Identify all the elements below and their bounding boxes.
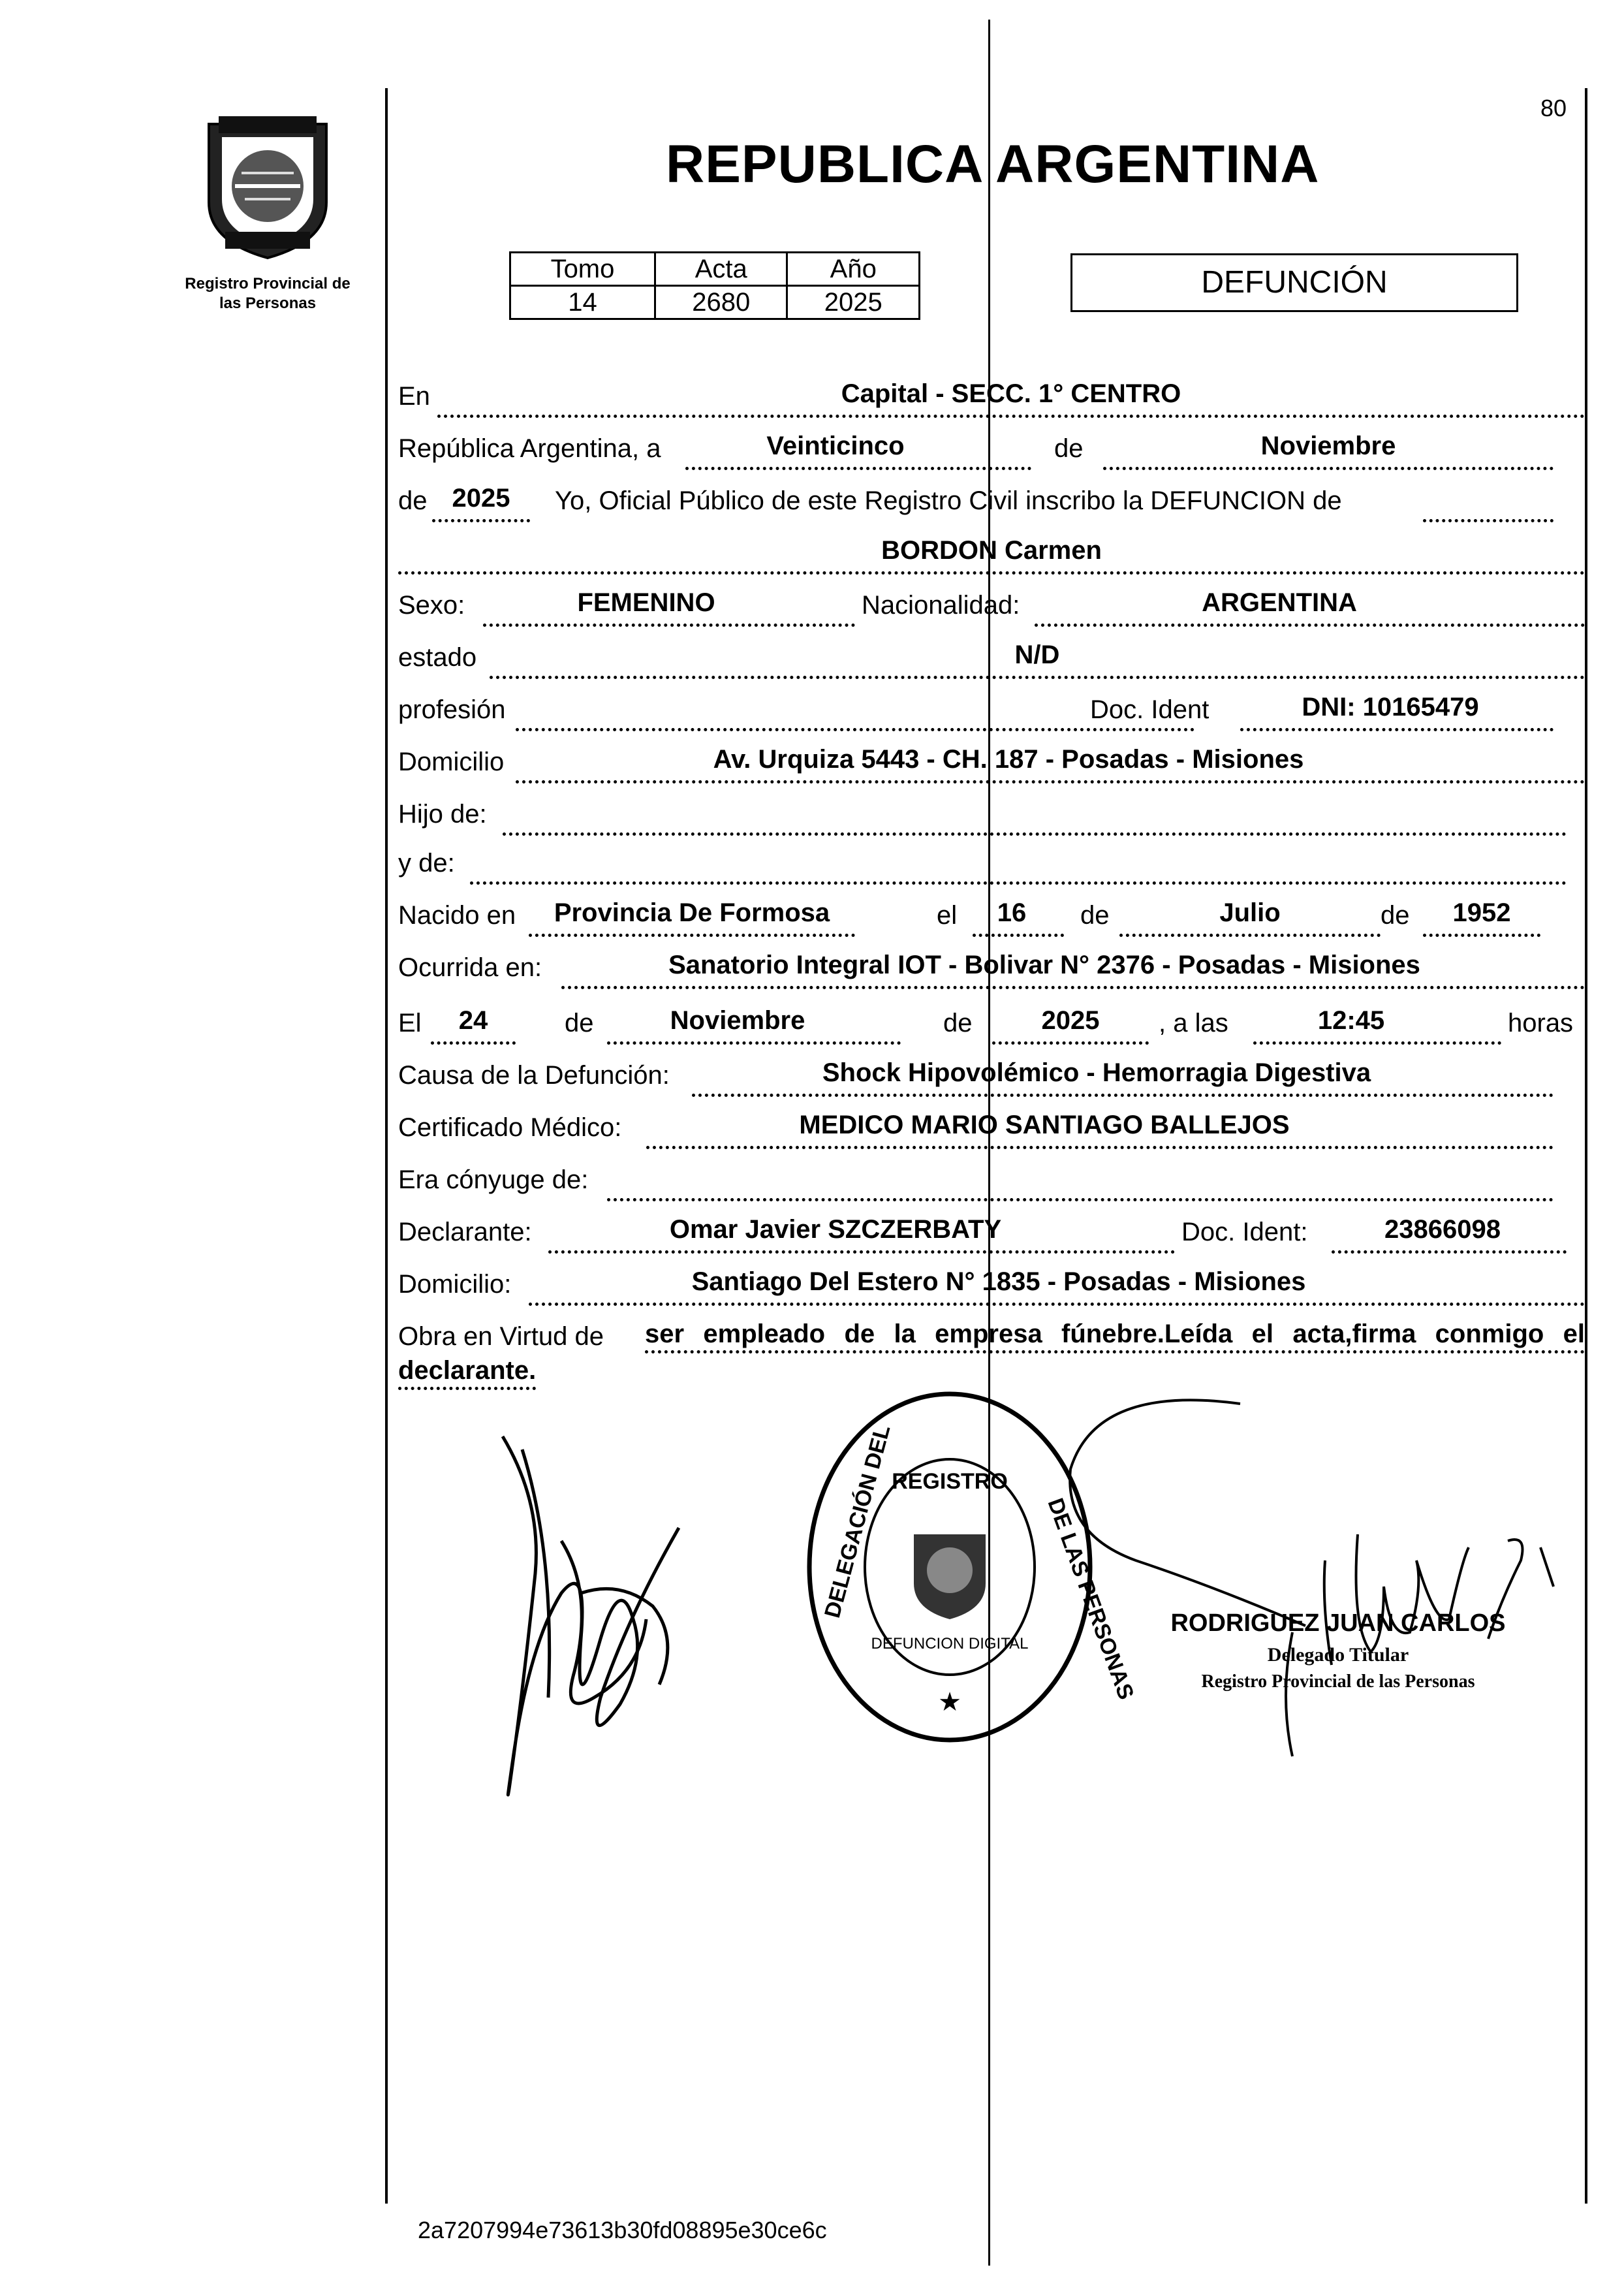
row-yo-oficial: de 2025 Yo, Oficial Público de este Registro Civil inscribo la DEFUNCION de — [398, 486, 1586, 523]
registry-header-anio: Año — [787, 253, 920, 286]
registry-table — [509, 251, 920, 320]
def-anio: 2025 — [1041, 1006, 1100, 1035]
declarante-doc: 23866098 — [1384, 1215, 1501, 1244]
registry-value-anio: 2025 — [787, 286, 920, 319]
doc-type-box — [1070, 253, 1518, 312]
row-causa: Causa de la Defunción: Shock Hipovolémico - Hemorragia Digestiva — [398, 1061, 1586, 1098]
logo-caption: Registro Provincial de las Personas — [185, 275, 351, 312]
def-mes: Noviembre — [670, 1006, 805, 1035]
svg-text:DELEGACIÓN DEL: DELEGACIÓN DEL — [820, 1422, 896, 1621]
registry-header-tomo: Tomo — [510, 253, 655, 286]
document-hash: 2a7207994e73613b30fd08895e30ce6c — [418, 2217, 827, 2243]
hora-value: 12:45 — [1317, 1006, 1385, 1035]
nac-anio: 1952 — [1452, 898, 1511, 927]
row-sexo: Sexo: FEMENINO Nacionalidad: ARGENTINA — [398, 591, 1586, 627]
obra-text-line2: declarante. — [398, 1356, 536, 1390]
obra-text-line1: ser empleado de la empresa fúnebre.Leída el acta,firma conmigo el — [645, 1320, 1585, 1353]
row-declarante: Declarante: Omar Javier SZCZERBATY Doc. Ident: 23866098 — [398, 1218, 1586, 1254]
declarante-signature — [483, 1423, 705, 1815]
svg-text:DEFUNCION DIGITAL: DEFUNCION DIGITAL — [871, 1635, 1029, 1653]
signatory-role: Delegado Titular — [1267, 1644, 1409, 1666]
nac-dia: 16 — [997, 898, 1027, 927]
nacionalidad-value: ARGENTINA — [1202, 588, 1357, 617]
nac-mes: Julio — [1219, 898, 1281, 927]
certificado-value: MEDICO MARIO SANTIAGO BALLEJOS — [799, 1111, 1290, 1139]
signatory-name: RODRIGUEZ JUAN CARLOS — [1170, 1609, 1506, 1637]
row-nombre — [398, 536, 1586, 575]
province-logo — [196, 104, 339, 261]
row-obra-en-virtud: Obra en Virtud de ser empleado de la empresa fúnebre.Leída el acta,firma conmigo el declarante. — [398, 1322, 1586, 1394]
signatory-org: Registro Provincial de las Personas — [1201, 1671, 1475, 1692]
registry-value-acta: 2680 — [655, 286, 787, 319]
domicilio-value: Av. Urquiza 5443 - CH. 187 - Posadas - Misiones — [713, 745, 1304, 774]
row-certificado: Certificado Médico: MEDICO MARIO SANTIAGO BALLEJOS — [398, 1113, 1586, 1150]
page-title: REPUBLICA ARGENTINA — [666, 134, 1320, 194]
anio-acta: 2025 — [452, 484, 510, 513]
en-value: Capital - SECC. 1° CENTRO — [841, 379, 1181, 408]
row-profesion: profesión Doc. Ident DNI: 10165479 — [398, 695, 1586, 732]
causa-value: Shock Hipovolémico - Hemorragia Digestiva — [822, 1058, 1371, 1087]
doc-ident-value: DNI: 10165479 — [1302, 693, 1479, 721]
row-fecha-defuncion: El 24 de Noviembre de 2025 , a las 12:45 horas — [398, 1009, 1586, 1045]
declarante-value: Omar Javier SZCZERBATY — [669, 1215, 1002, 1244]
dia-letras: Veinticinco — [766, 432, 905, 460]
row-conyuge: Era cónyuge de: — [398, 1165, 1586, 1202]
svg-text:DE LAS PERSONAS: DE LAS PERSONAS — [1042, 1495, 1139, 1703]
doc-type-label: DEFUNCIÓN — [1201, 265, 1388, 300]
page-number: 80 — [1540, 95, 1567, 121]
row-en: En Capital - SECC. 1° CENTRO — [398, 382, 1586, 419]
domicilio2-value: Santiago Del Estero N° 1835 - Posadas - Misiones — [691, 1267, 1306, 1296]
row-domicilio-declarante: Domicilio: Santiago Del Estero N° 1835 - Posadas - Misiones — [398, 1270, 1586, 1306]
registry-value-tomo: 14 — [510, 286, 655, 319]
row-estado: estado N/D — [398, 643, 1586, 680]
svg-text:REGISTRO: REGISTRO — [892, 1469, 1008, 1494]
signatory-block — [1155, 1609, 1521, 1692]
nombre-fallecido: BORDON Carmen — [881, 536, 1102, 565]
row-y-de: y de: — [398, 849, 1586, 885]
delegado-signature — [966, 1391, 1554, 1756]
row-nacido: Nacido en Provincia De Formosa el 16 de Julio de 1952 — [398, 901, 1586, 938]
registry-header-acta: Acta — [655, 253, 787, 286]
ocurrida-en-value: Sanatorio Integral IOT - Bolivar N° 2376 - Posadas - Misiones — [668, 951, 1420, 979]
sexo-value: FEMENINO — [577, 588, 715, 617]
nacido-en-value: Provincia De Formosa — [554, 898, 830, 927]
row-hijo-de: Hijo de: — [398, 800, 1586, 836]
def-dia: 24 — [458, 1006, 488, 1035]
row-domicilio: Domicilio Av. Urquiza 5443 - CH. 187 - Posadas - Misiones — [398, 748, 1586, 784]
left-margin-line — [385, 88, 388, 2204]
estado-value: N/D — [1014, 641, 1060, 669]
row-fecha-acta: República Argentina, a Veinticinco de Noviembre — [398, 434, 1586, 471]
svg-text:★: ★ — [938, 1687, 961, 1717]
row-ocurrida: Ocurrida en: Sanatorio Integral IOT - Bolivar N° 2376 - Posadas - Misiones — [398, 953, 1586, 990]
mes-acta: Noviembre — [1260, 432, 1396, 460]
